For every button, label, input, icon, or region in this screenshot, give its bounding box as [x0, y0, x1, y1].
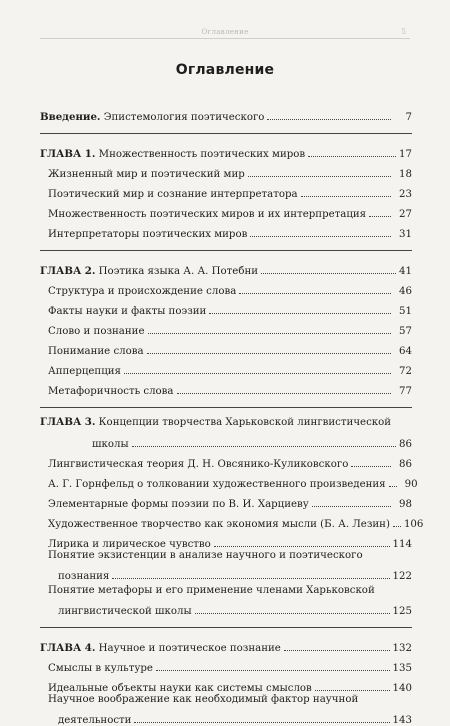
- page-title: Оглавление: [175, 62, 275, 78]
- toc-item[interactable]: [40, 450, 412, 470]
- toc-item-text-cont: деятельности: [58, 715, 132, 726]
- chapter-label: ГЛАВА 4.: [40, 642, 96, 654]
- toc-page: 143: [392, 715, 412, 726]
- toc-page: 7: [405, 112, 412, 123]
- leader-dots: [351, 466, 391, 467]
- toc-item[interactable]: [40, 654, 412, 674]
- toc-item-text: Лирика и лирическое чувство: [48, 539, 211, 550]
- toc-item[interactable]: [40, 585, 412, 617]
- toc-item-text: А. Г. Горнфельд о толковании художественного произведения: [48, 479, 386, 490]
- toc-intro[interactable]: [40, 105, 412, 123]
- toc-item-text: Слово и познание: [48, 326, 145, 337]
- toc-page: 64: [399, 346, 412, 357]
- toc-item-text: Художественное творчество как экономия мысли (Б. А. Лезин): [48, 519, 390, 530]
- toc-item-text-cont: познания: [58, 571, 110, 582]
- toc-item[interactable]: [40, 470, 418, 490]
- chapter-title: Концепции творчества Харьковской лингвистической: [95, 417, 392, 428]
- leader-dots: [134, 722, 389, 723]
- divider: [40, 627, 412, 628]
- leader-dots: [147, 353, 391, 354]
- toc-chapter-3[interactable]: [40, 416, 412, 450]
- toc-page: 27: [399, 209, 412, 220]
- leader-dots: [284, 650, 390, 651]
- leader-dots: [195, 613, 390, 614]
- toc-page: 135: [392, 663, 412, 674]
- leader-dots: [214, 546, 390, 547]
- toc-item-text: Интерпретаторы поэтических миров: [48, 229, 248, 240]
- leader-dots: [156, 670, 390, 671]
- chapter-title: Научное и поэтическое познание: [95, 643, 281, 654]
- toc-item[interactable]: [40, 180, 412, 200]
- intro-label: Введение.: [40, 111, 101, 123]
- toc-item[interactable]: [40, 490, 412, 510]
- toc-item-text: Идеальные объекты науки как системы смыслов: [48, 683, 312, 694]
- toc-chapter-1[interactable]: [40, 142, 412, 160]
- toc-item-text: Понимание слова: [48, 346, 144, 357]
- toc-page: 77: [399, 386, 412, 397]
- leader-dots: [248, 176, 391, 177]
- leader-dots: [132, 446, 396, 447]
- chapter-title-cont: школы: [92, 439, 129, 450]
- toc-item[interactable]: [40, 694, 412, 726]
- toc-item[interactable]: [40, 530, 412, 550]
- divider: [40, 250, 412, 251]
- toc-item[interactable]: [40, 337, 412, 357]
- toc-item[interactable]: [40, 317, 412, 337]
- divider: [40, 407, 412, 408]
- toc-chapter-2[interactable]: [40, 259, 412, 277]
- toc-item[interactable]: [40, 357, 412, 377]
- header-rule: [40, 38, 410, 39]
- toc-page: 17: [399, 149, 412, 160]
- toc-item-text: Смыслы в культуре: [48, 663, 153, 674]
- table-of-contents: [40, 105, 424, 726]
- leader-dots: [312, 506, 391, 507]
- chapter-label: ГЛАВА 2.: [40, 265, 96, 277]
- toc-item-text: Лингвистическая теория Д. Н. Овсянико-Куликовского: [48, 459, 349, 470]
- toc-page: 51: [399, 306, 412, 317]
- divider: [40, 133, 412, 134]
- toc-page: 90: [404, 479, 418, 490]
- leader-dots: [393, 526, 401, 527]
- leader-dots: [261, 273, 396, 274]
- toc-page: 46: [399, 286, 412, 297]
- leader-dots: [308, 156, 396, 157]
- toc-page: 23: [399, 189, 412, 200]
- toc-item[interactable]: [40, 297, 412, 317]
- toc-page: 41: [399, 266, 412, 277]
- toc-item[interactable]: [40, 550, 412, 582]
- toc-chapter-4[interactable]: [40, 636, 412, 654]
- toc-item-text: Апперцепция: [48, 366, 121, 377]
- toc-item-text: Элементарные формы поэзии по В. И. Харциеву: [48, 499, 309, 510]
- leader-dots: [369, 216, 391, 217]
- toc-item-text-cont: лингвистической школы: [58, 606, 192, 617]
- toc-item-text: Метафоричность слова: [48, 386, 174, 397]
- leader-dots: [112, 578, 389, 579]
- toc-page: 114: [392, 539, 412, 550]
- leader-dots: [239, 293, 391, 294]
- leader-dots: [389, 486, 397, 487]
- toc-page: 57: [399, 326, 412, 337]
- intro-text: Эпистемология поэтического: [100, 112, 265, 123]
- leader-dots: [124, 373, 391, 374]
- toc-item[interactable]: [40, 160, 412, 180]
- toc-page: 31: [399, 229, 412, 240]
- toc-item-text: Факты науки и факты поэзии: [48, 306, 207, 317]
- toc-item-text: Понятие метафоры и его применение членами Харьковской: [48, 585, 375, 596]
- leader-dots: [301, 196, 391, 197]
- toc-page: 106: [403, 519, 424, 530]
- leader-dots: [250, 236, 391, 237]
- toc-item-text: Научное воображение как необходимый фактор научной: [48, 694, 359, 705]
- toc-item-text: Структура и происхождение слова: [48, 286, 237, 297]
- toc-item[interactable]: [40, 220, 412, 240]
- toc-page: 86: [399, 459, 412, 470]
- leader-dots: [267, 119, 391, 120]
- toc-page: 18: [399, 169, 412, 180]
- toc-item[interactable]: [40, 377, 412, 397]
- toc-item-text: Поэтический мир и сознание интерпретатора: [48, 189, 298, 200]
- toc-item-text: Понятие экзистенции в анализе научного и поэтического: [48, 550, 363, 561]
- toc-item[interactable]: [40, 674, 412, 694]
- toc-item[interactable]: [40, 277, 412, 297]
- toc-item[interactable]: [40, 200, 412, 220]
- toc-page: 132: [392, 643, 412, 654]
- toc-item[interactable]: [40, 510, 424, 530]
- toc-page: 140: [392, 683, 412, 694]
- chapter-label: ГЛАВА 1.: [40, 148, 96, 160]
- page-number: 5: [401, 28, 406, 36]
- leader-dots: [315, 690, 390, 691]
- toc-page: 122: [392, 571, 412, 582]
- toc-page: 125: [392, 606, 412, 617]
- toc-item-text: Жизненный мир и поэтический мир: [48, 169, 245, 180]
- leader-dots: [148, 333, 392, 334]
- chapter-title: Множественность поэтических миров: [95, 149, 306, 160]
- toc-page: 72: [399, 366, 412, 377]
- leader-dots: [177, 393, 392, 394]
- chapter-label: ГЛАВА 3.: [40, 416, 96, 428]
- toc-page: 86: [399, 439, 412, 450]
- chapter-title: Поэтика языка А. А. Потебни: [95, 266, 259, 277]
- toc-item-text: Множественность поэтических миров и их интерпретация: [48, 209, 367, 220]
- running-head: Оглавление: [201, 28, 249, 36]
- toc-page: 98: [399, 499, 412, 510]
- leader-dots: [209, 313, 391, 314]
